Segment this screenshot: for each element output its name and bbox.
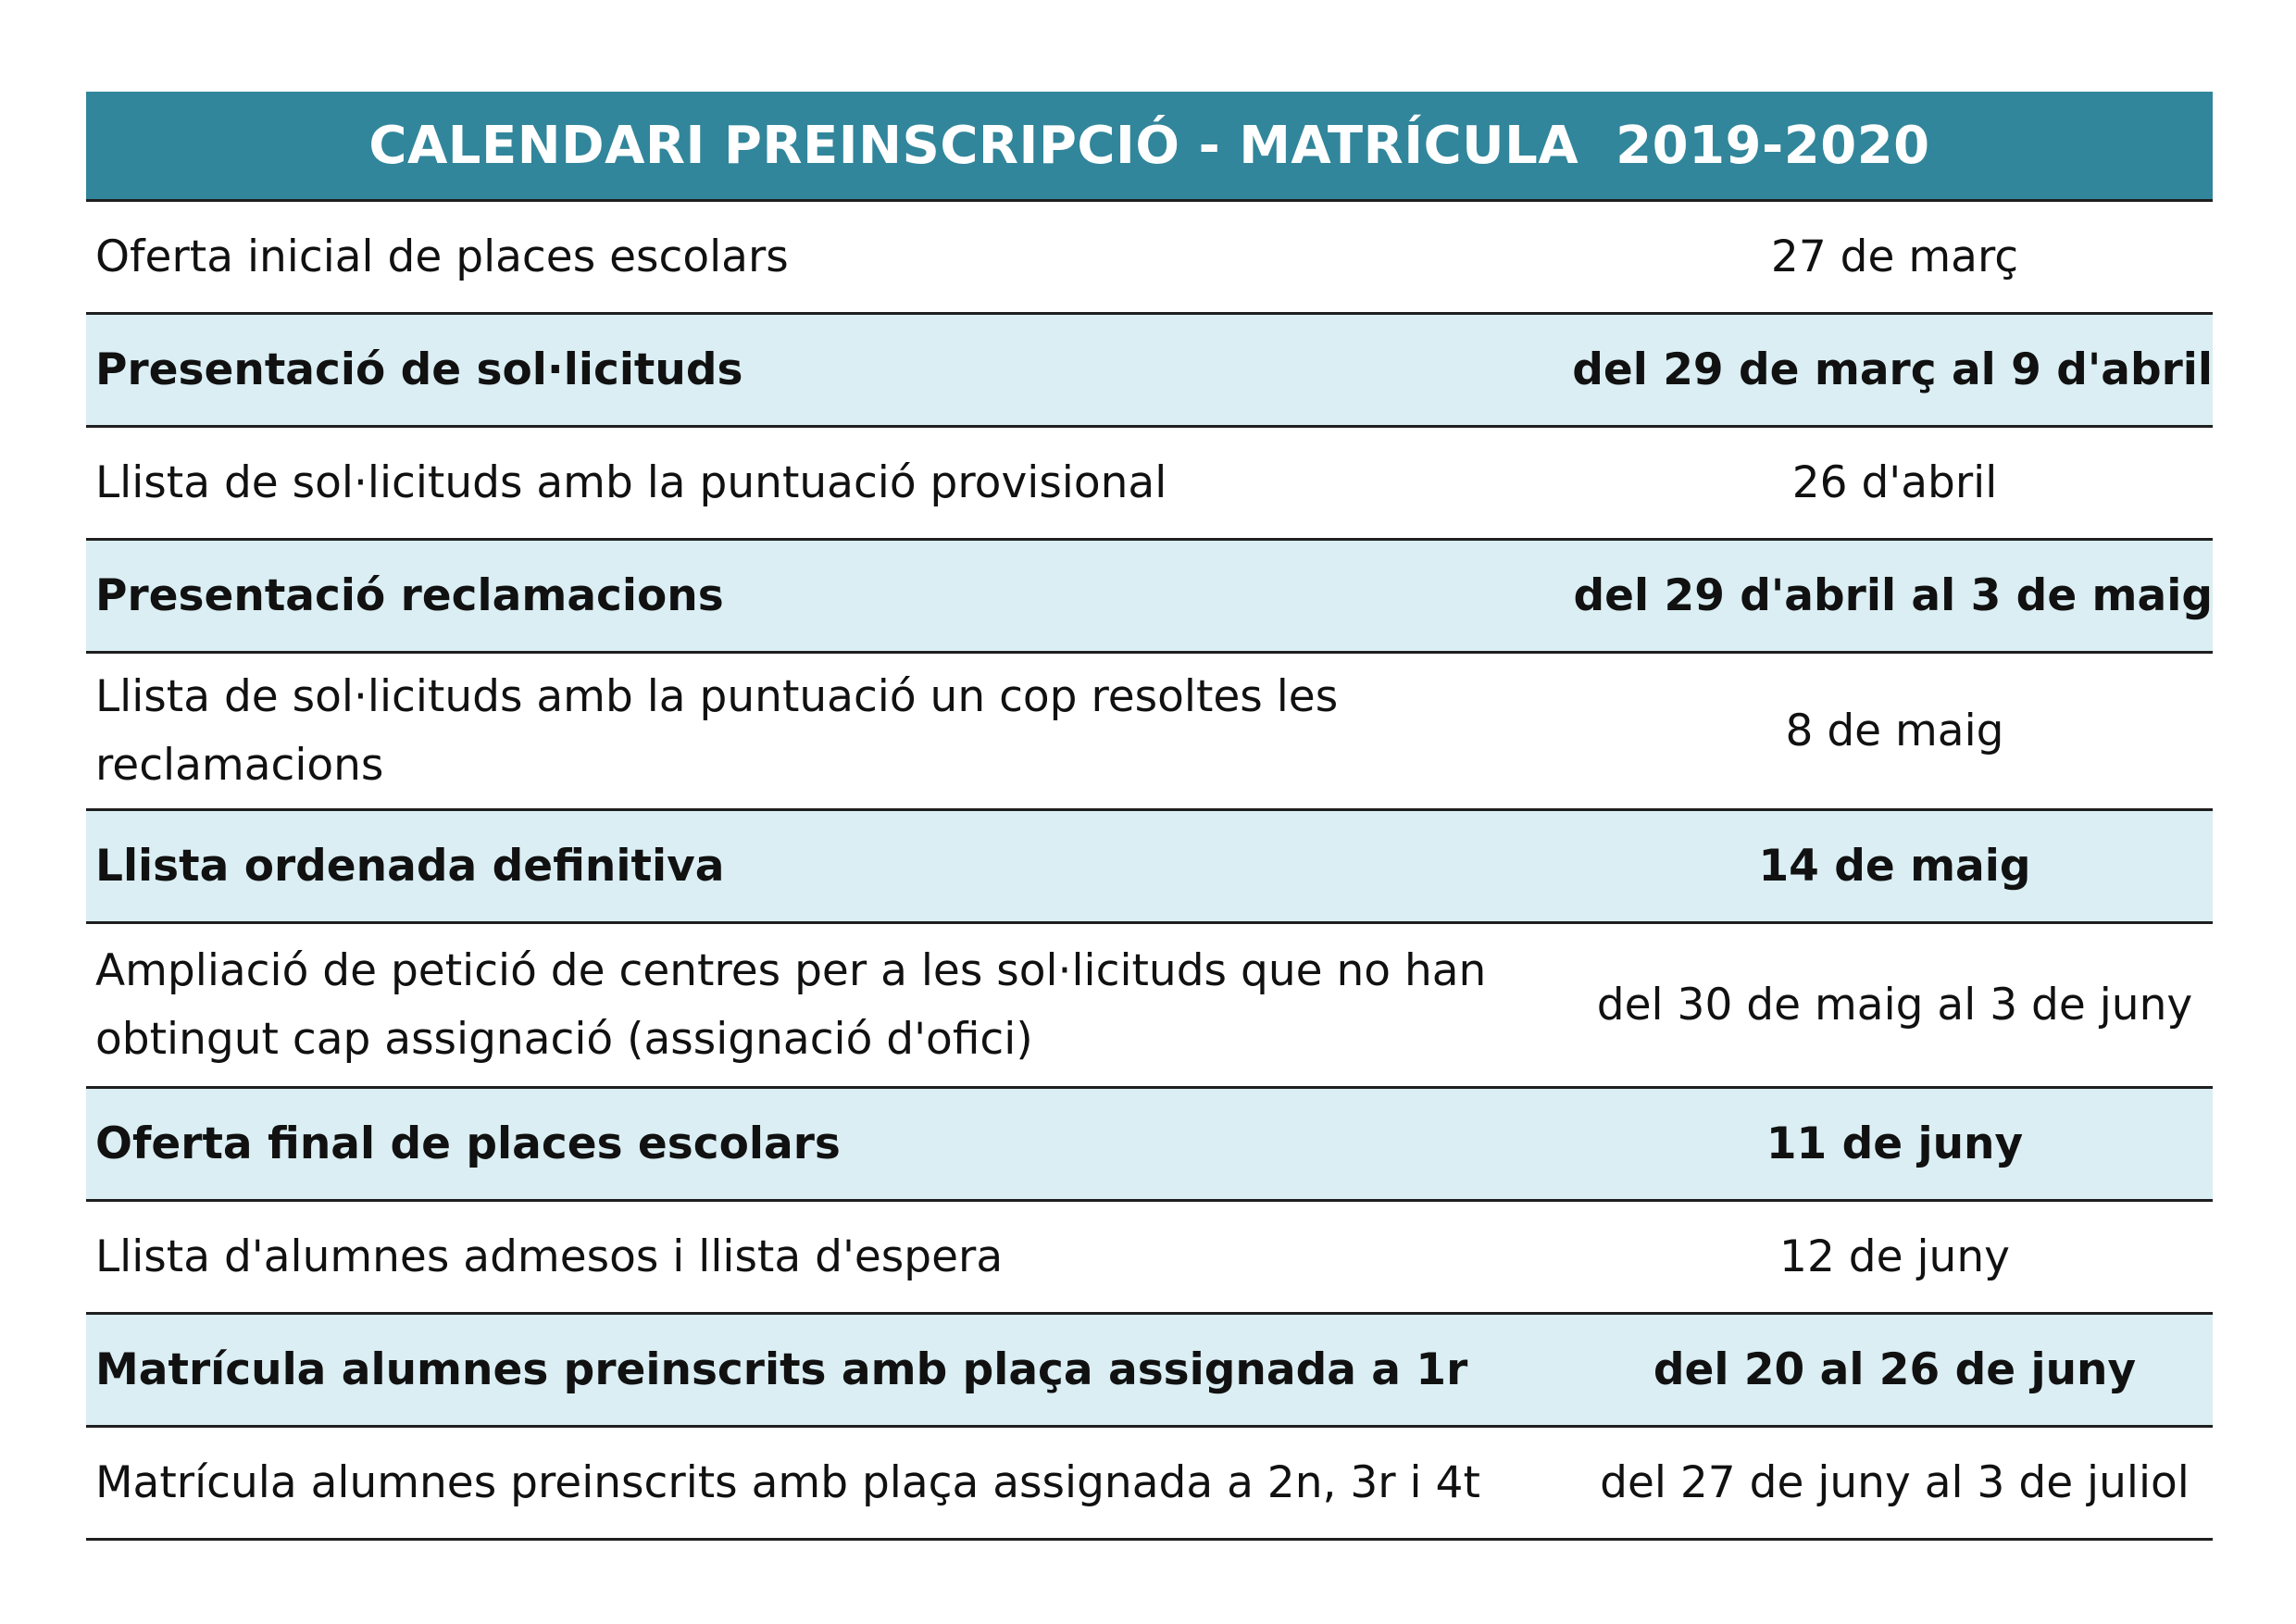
table-row	[86, 654, 2213, 811]
row-date: 11 de juny	[1766, 1118, 2024, 1169]
row-date: 27 de març	[1770, 231, 2019, 282]
row-date: del 29 d'abril al 3 de maig	[1573, 570, 2213, 621]
table-row	[86, 428, 2213, 541]
table-row	[86, 1202, 2213, 1315]
row-label: Llista de sol·licituds amb la puntuació un cop resoltes les reclamacions	[95, 670, 1339, 791]
row-label: Llista ordenada definitiva	[95, 840, 725, 892]
row-date: del 27 de juny al 3 de juliol	[1600, 1457, 2190, 1508]
row-date: 26 d'abril	[1791, 457, 1998, 508]
calendar-table	[86, 92, 2213, 1541]
row-label: Oferta inicial de places escolars	[95, 231, 789, 282]
row-label: Presentació de sol·licituds	[95, 344, 743, 395]
row-date: del 30 de maig al 3 de juny	[1596, 980, 2193, 1031]
row-label: Presentació reclamacions	[95, 569, 724, 621]
row-date: 8 de maig	[1785, 706, 2004, 756]
row-label: Oferta final de places escolars	[95, 1118, 841, 1169]
table-row	[86, 541, 2213, 654]
row-date: del 20 al 26 de juny	[1653, 1344, 2137, 1395]
row-label: Matrícula alumnes preinscrits amb plaça assignada a 1r	[95, 1343, 1468, 1395]
table-row	[86, 315, 2213, 428]
table-row	[86, 924, 2213, 1089]
row-label: Ampliació de petició de centres per a les sol·licituds que no han obtingut cap assignació (assignació d'ofici)	[95, 944, 1487, 1065]
row-label: Llista d'alumnes admesos i llista d'espera	[95, 1230, 1004, 1282]
table-row	[86, 1428, 2213, 1541]
table-title: CALENDARI PREINSCRIPCIÓ - MATRÍCULA 2019-2020	[86, 92, 2213, 202]
table-row	[86, 1315, 2213, 1428]
row-label: Matrícula alumnes preinscrits amb plaça assignada a 2n, 3r i 4t	[95, 1456, 1480, 1508]
table-row	[86, 1089, 2213, 1202]
row-date: del 29 de març al 9 d'abril	[1572, 344, 2213, 395]
table-row	[86, 202, 2213, 315]
row-label: Llista de sol·licituds amb la puntuació provisional	[95, 456, 1167, 508]
row-date: 14 de maig	[1758, 841, 2031, 892]
table-row	[86, 811, 2213, 924]
row-date: 12 de juny	[1779, 1231, 2010, 1282]
